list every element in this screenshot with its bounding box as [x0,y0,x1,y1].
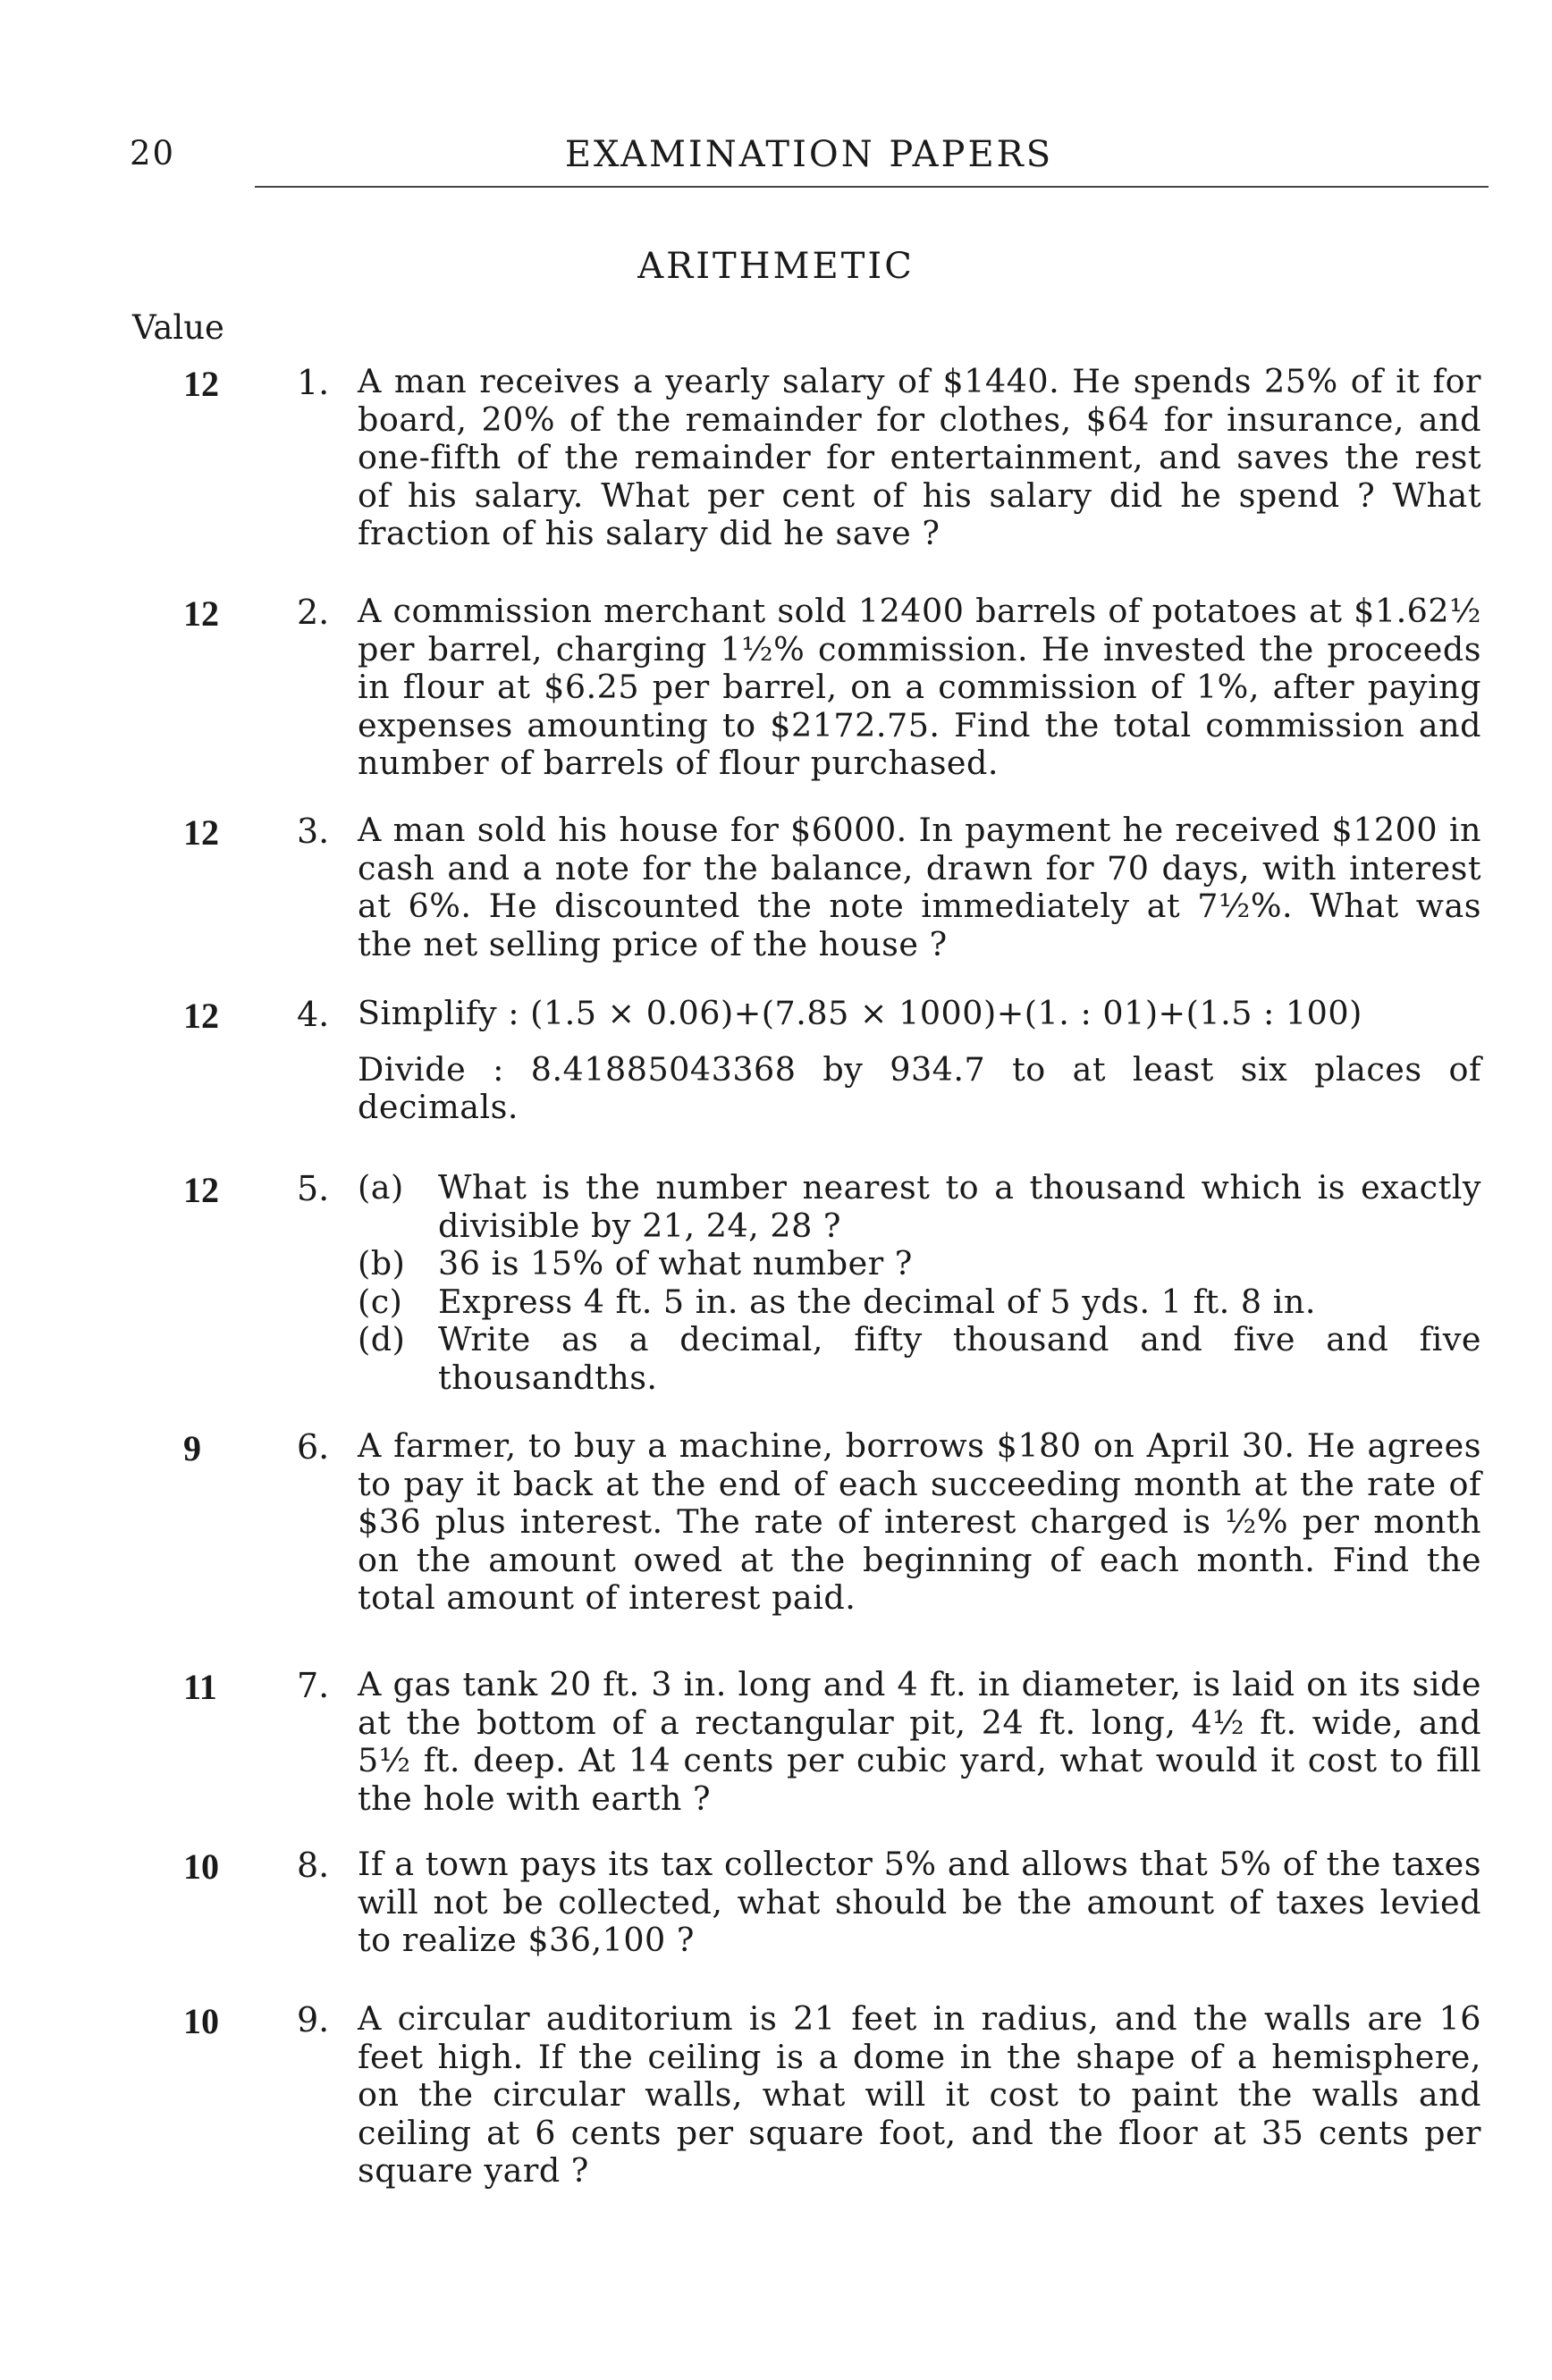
question-text: A farmer, to buy a machine, borrows $180 on April 30. He agrees to pay it back at the end of each succeeding month at the rate of $36 plus interest. The rate of interest charged is ½% per month on the amount owed at the beginning of each month. Find the total amount of interest paid. [358,1426,1481,1617]
sub-question-label: (b) [358,1244,406,1283]
sub-question-text: 36 is 15% of what number ? [438,1244,913,1283]
sub-question-a [358,1169,1481,1245]
question-text: If a town pays its tax collector 5% and allows that 5% of the taxes will not be collected, what should be the amount of taxes levied to realize $36,100 ? [358,1845,1481,1959]
question-text: A man receives a yearly salary of $1440. He spends 25% of it for board, 20% of the remainder for clothes, $64 for insurance, and one-fifth of the remainder for entertainment, and saves the rest of his salary. What per cent of his salary did he spend ? What fraction of his salary did he save ? [358,362,1481,552]
question-number: 9. [297,2000,330,2039]
value-column-heading: Value [132,308,224,347]
sub-question-label: (d) [358,1320,406,1358]
page-header [130,134,1489,179]
question-number: 5. [297,1169,330,1208]
sub-question-label: (a) [358,1168,404,1207]
question-number: 1. [297,363,330,402]
question-text: Simplify : (1.5 × 0.06)+(7.85 × 1000)+(1. : 01)+(1.5 : 100) [358,994,1362,1032]
question-value: 12 [183,812,219,853]
question-text: A man sold his house for $6000. In payment he received $1200 in cash and a note for the balance, drawn for 70 days, with interest at 6%. He discounted the note immediately at 7½%. What was the net selling price of the house ? [358,811,1481,963]
question-number: 2. [297,593,330,632]
question-text: A circular auditorium is 21 feet in radius, and the walls are 16 feet high. If the ceiling is a dome in the shape of a hemisphere, on the circular walls, what will it cost to paint the walls and ceiling at 6 cents per square foot, and the floor at 35 cents per square yard ? [358,1999,1481,2190]
sub-question-text: Express 4 ft. 5 in. as the decimal of 5 yds. 1 ft. 8 in. [438,1282,1316,1321]
question-value: 12 [183,593,219,634]
question-number: 4. [297,995,330,1034]
sub-question-text: What is the number nearest to a thousand which is exactly divisible by 21, 24, 28 ? [438,1168,1481,1245]
question-number: 7. [297,1666,330,1705]
question-number: 8. [297,1846,330,1885]
question-value: 12 [183,1170,219,1210]
sub-question-c [358,1283,1481,1322]
page-number: 20 [130,134,176,172]
question-value: 9 [183,1428,201,1468]
sub-question-label: (c) [358,1282,403,1321]
question-value: 12 [183,996,219,1036]
question-value: 12 [183,364,219,404]
question-text: A gas tank 20 ft. 3 in. long and 4 ft. in diameter, is laid on its side at the bottom of a rectangular pit, 24 ft. long, 4½ ft. wide, and 5½ ft. deep. At 14 cents per cubic yard, what would it cost to fill the hole with earth ? [358,1665,1481,1818]
sub-question-d [358,1321,1481,1397]
section-title: ARITHMETIC [637,246,915,287]
header-rule [255,186,1489,188]
question-value: 10 [183,1846,219,1887]
question-value: 11 [183,1667,217,1707]
question-value: 10 [183,2001,219,2041]
question-number: 3. [297,812,330,851]
question-number: 6. [297,1427,330,1467]
running-head: EXAMINATION PAPERS [564,134,1054,175]
question-extra-text: Divide : 8.41885043368 by 934.7 to at least six places of decimals. [358,1049,1481,1126]
sub-question-text: Write as a decimal, fifty thousand and five and five thousandths. [438,1320,1481,1397]
question-text: A commission merchant sold 12400 barrels of potatoes at $1.62½ per barrel, charging 1½% commission. He invested the proceeds in flour at $6.25 per barrel, on a commission of 1%, after paying expenses amounting to $2172.75. Find the total commission and number of barrels of flour purchased. [358,592,1481,782]
sub-question-b [358,1245,1481,1283]
